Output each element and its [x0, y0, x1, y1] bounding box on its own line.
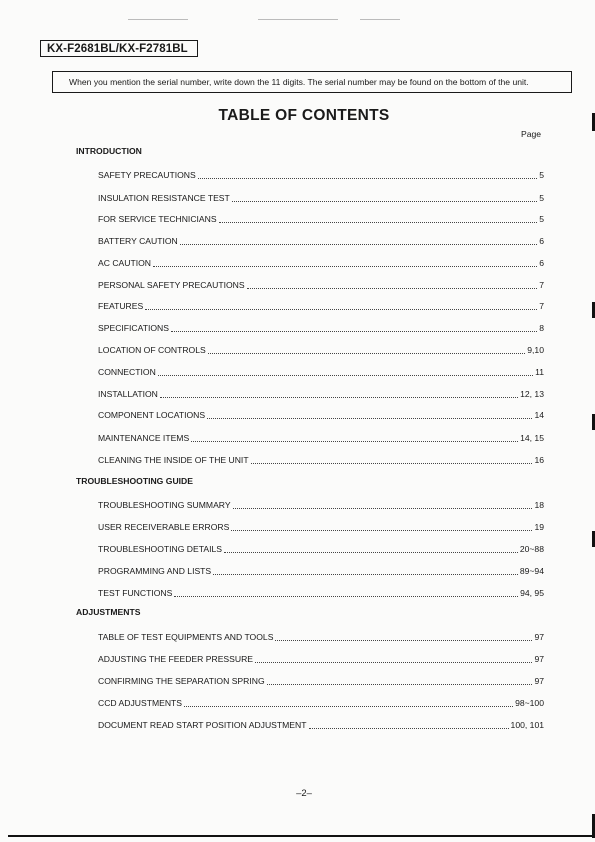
toc-entry[interactable]	[98, 257, 544, 269]
toc-entry[interactable]	[98, 192, 544, 204]
toc-entry-page: 14	[534, 410, 544, 420]
toc-entry[interactable]	[98, 344, 544, 356]
dot-leader	[174, 595, 518, 597]
dot-leader	[231, 529, 532, 531]
toc-entry-title: PERSONAL SAFETY PRECAUTIONS	[98, 280, 245, 290]
toc-entry-title: INSULATION RESISTANCE TEST	[98, 193, 230, 203]
dot-leader	[233, 507, 533, 509]
toc-entry[interactable]	[98, 719, 544, 731]
page-column-label: Page	[521, 129, 542, 139]
toc-entry[interactable]	[98, 543, 544, 555]
toc-entry-page: 6	[539, 236, 544, 246]
toc-entry[interactable]	[98, 235, 544, 247]
toc-entry-title: ADJUSTING THE FEEDER PRESSURE	[98, 654, 254, 664]
toc-entry-page: 16	[534, 455, 544, 465]
bottom-rule	[8, 835, 595, 837]
toc-entry-page: 11	[535, 367, 544, 377]
toc-entry[interactable]	[98, 697, 544, 709]
dot-leader	[160, 396, 518, 398]
toc-entry-title: CCD ADJUSTMENTS	[98, 698, 183, 708]
toc-entry-title: TROUBLESHOOTING SUMMARY	[98, 500, 231, 510]
toc-entry-title: FOR SERVICE TECHNICIANS	[98, 214, 217, 224]
toc-entry-page: 8	[539, 323, 544, 333]
section-heading-adjustments: ADJUSTMENTS	[76, 607, 141, 617]
toc-entry-page: 6	[539, 258, 544, 268]
toc-entry-title: BATTERY CAUTION	[98, 236, 178, 246]
toc-entry[interactable]	[98, 322, 544, 334]
dot-leader	[275, 639, 532, 641]
toc-entry-title: AC CAUTION	[98, 258, 151, 268]
toc-entry-page: 97	[534, 676, 544, 686]
toc-entry-page: 5	[539, 214, 544, 224]
toc-entry[interactable]	[98, 409, 544, 421]
dot-leader	[224, 551, 518, 553]
toc-entry-title: USER RECEIVERABLE ERRORS	[98, 522, 230, 532]
toc-entry[interactable]	[98, 565, 544, 577]
toc-entry-page: 12, 13	[520, 389, 544, 399]
toc-entry[interactable]	[98, 454, 544, 466]
toc-entry[interactable]	[98, 388, 544, 400]
serial-number-note: When you mention the serial number, write down the 11 digits. The serial number may be found on the bottom of the unit.	[52, 71, 572, 93]
toc-entry-title: LOCATION OF CONTROLS	[98, 345, 206, 355]
toc-entry-page: 94, 95	[520, 588, 544, 598]
toc-entry-title: CLEANING THE INSIDE OF THE UNIT	[98, 455, 249, 465]
model-number-box: KX-F2681BL/KX-F2781BL	[40, 40, 198, 57]
toc-entry[interactable]	[98, 169, 544, 181]
toc-entry-page: 97	[534, 632, 544, 642]
toc-entry-title: CONNECTION	[98, 367, 156, 377]
toc-entry-title: SAFETY PRECAUTIONS	[98, 170, 196, 180]
section-heading-troubleshooting: TROUBLESHOOTING GUIDE	[76, 476, 193, 486]
dot-leader	[309, 727, 509, 729]
page-title: TABLE OF CONTENTS	[218, 107, 390, 124]
toc-entry-page: 14, 15	[520, 433, 544, 443]
dot-leader	[255, 661, 532, 663]
dot-leader	[219, 221, 538, 223]
toc-entry-title: INSTALLATION	[98, 389, 158, 399]
dot-leader	[207, 417, 532, 419]
section-heading-introduction: INTRODUCTION	[76, 146, 142, 156]
toc-entry-title: PROGRAMMING AND LISTS	[98, 566, 212, 576]
scan-artifact-line	[128, 19, 188, 20]
toc-entry-title: SPECIFICATIONS	[98, 323, 169, 333]
page-number: –2–	[296, 788, 312, 799]
scan-artifact-line	[258, 19, 338, 20]
dot-leader	[158, 374, 533, 376]
dot-leader	[180, 243, 537, 245]
toc-entry[interactable]	[98, 521, 544, 533]
toc-entry[interactable]	[98, 631, 544, 643]
toc-entry-page: 98~100	[515, 698, 544, 708]
dot-leader	[184, 705, 513, 707]
toc-entry-page: 97	[534, 654, 544, 664]
dot-leader	[247, 287, 538, 289]
toc-entry[interactable]	[98, 653, 544, 665]
toc-entry-title: CONFIRMING THE SEPARATION SPRING	[98, 676, 265, 686]
toc-entry-title: TABLE OF TEST EQUIPMENTS AND TOOLS	[98, 632, 274, 642]
dot-leader	[213, 573, 518, 575]
toc-entry-page: 20~88	[519, 544, 544, 554]
toc-entry-title: TEST FUNCTIONS	[98, 588, 173, 598]
dot-leader	[267, 683, 533, 685]
toc-entry-page: 89~94	[519, 566, 544, 576]
toc-entry[interactable]	[98, 279, 544, 291]
toc-entry-title: MAINTENANCE ITEMS	[98, 433, 190, 443]
toc-entry-page: 7	[539, 301, 544, 311]
toc-entry-page: 100, 101	[510, 720, 544, 730]
toc-entry[interactable]	[98, 587, 544, 599]
toc-entry[interactable]	[98, 213, 544, 225]
toc-entry-page: 18	[534, 500, 544, 510]
dot-leader	[171, 330, 537, 332]
toc-entry-page: 7	[539, 280, 544, 290]
dot-leader	[251, 462, 533, 464]
toc-entry[interactable]	[98, 300, 544, 312]
toc-entry-page: 9,10	[527, 345, 544, 355]
toc-entry[interactable]	[98, 366, 544, 378]
scan-artifact-line	[360, 19, 400, 20]
toc-entry-page: 19	[534, 522, 544, 532]
toc-entry-title: TROUBLESHOOTING DETAILS	[98, 544, 222, 554]
toc-entry[interactable]	[98, 675, 544, 687]
toc-entry-page: 5	[539, 170, 544, 180]
toc-entry[interactable]	[98, 432, 544, 444]
dot-leader	[153, 265, 537, 267]
dot-leader	[232, 200, 537, 202]
toc-entry-title: DOCUMENT READ START POSITION ADJUSTMENT	[98, 720, 307, 730]
toc-entry-page: 5	[539, 193, 544, 203]
toc-entry[interactable]	[98, 499, 544, 511]
dot-leader	[208, 352, 526, 354]
dot-leader	[191, 440, 518, 442]
toc-entry-title: COMPONENT LOCATIONS	[98, 410, 206, 420]
toc-entry-title: FEATURES	[98, 301, 144, 311]
dot-leader	[198, 177, 537, 179]
dot-leader	[145, 308, 537, 310]
